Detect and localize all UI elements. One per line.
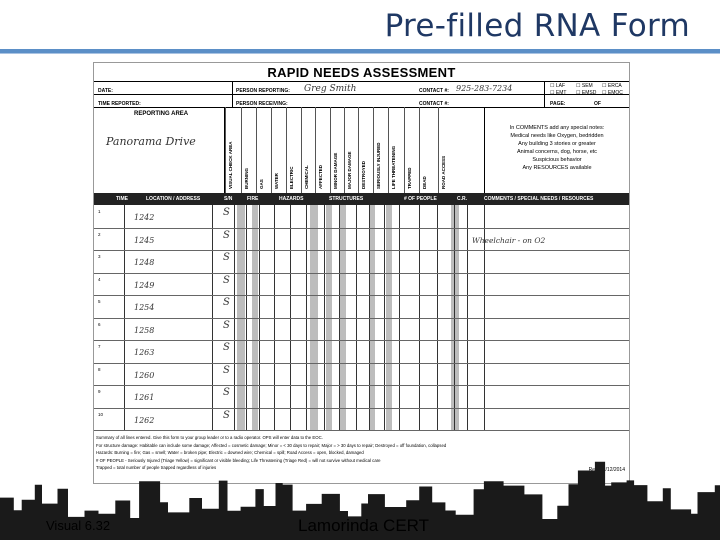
- row-comment[interactable]: Wheelchair - on O2: [472, 235, 546, 245]
- checkbox-emsd[interactable]: ☐ EMSD: [576, 90, 597, 96]
- vertical-header: MAJOR DAMAGE: [347, 151, 352, 189]
- divider: [330, 107, 331, 193]
- page-label: PAGE:: [550, 101, 566, 107]
- row-number: 1: [98, 209, 101, 214]
- footnote-line: For structure damage: Habitable can include some damage; Affected = cosmetic damage; Minor = < 30 days to repair; Major = > 30 days to repair; Destroyed = off foundation, collapsed: [96, 442, 447, 448]
- title-rule-thin: [0, 53, 720, 54]
- row-sn[interactable]: S: [223, 364, 230, 376]
- divider: [94, 94, 629, 95]
- note-line: Animal concerns, dog, horse, etc: [516, 149, 598, 155]
- divider: [344, 107, 345, 193]
- divider: [301, 107, 302, 193]
- grid-row-line: [94, 363, 629, 364]
- contact-label: CONTACT #:: [419, 88, 449, 94]
- rna-form: [93, 62, 630, 484]
- column-header: # OF PEOPLE: [404, 196, 437, 202]
- row-sn[interactable]: S: [223, 342, 230, 353]
- divider: [373, 107, 374, 193]
- divider: [484, 107, 485, 193]
- row-sn[interactable]: S: [223, 409, 230, 421]
- divider: [419, 107, 420, 193]
- divider: [388, 107, 389, 193]
- page-of-label: OF: [594, 101, 601, 107]
- vertical-header: GAS: [259, 179, 264, 189]
- contact2-label: CONTACT #:: [419, 101, 449, 107]
- row-address[interactable]: 1245: [134, 235, 155, 245]
- column-header: HAZARDS: [279, 196, 304, 202]
- row-address[interactable]: 1263: [134, 348, 155, 357]
- revision-label: Rev. 02/12/2014: [588, 467, 625, 473]
- divider: [544, 81, 545, 107]
- column-header: STRUCTURES: [329, 196, 364, 202]
- row-number: 8: [98, 366, 101, 372]
- vertical-header: VISUAL CHECK AREA: [228, 141, 233, 189]
- vertical-header: DESTROYED: [361, 160, 366, 189]
- reporting-area-label: REPORTING AREA: [134, 111, 189, 117]
- person-reporting-value[interactable]: Greg Smith: [304, 84, 357, 94]
- vertical-header: CHEMICAL: [304, 165, 309, 189]
- column-header: C.R.: [457, 196, 467, 202]
- column-header: COMMENTS / SPECIAL NEEDS / RESOURCES: [484, 196, 594, 202]
- grid-row-line: [94, 273, 629, 274]
- note-line: Any building 3 stories or greater: [518, 141, 596, 147]
- divider: [94, 107, 629, 108]
- row-sn[interactable]: S: [223, 207, 230, 218]
- row-sn[interactable]: S: [223, 387, 230, 398]
- vertical-header: WATER: [274, 173, 279, 189]
- grid-row-line: [94, 250, 629, 251]
- divider: [438, 107, 439, 193]
- divider: [315, 107, 316, 193]
- row-address[interactable]: 1242: [134, 213, 155, 222]
- footer-organization: Lamorinda CERT: [298, 516, 430, 535]
- footer-visual-number: Visual 6.32: [46, 518, 111, 533]
- checkbox-sem[interactable]: ☐ SEM: [576, 83, 593, 89]
- grid-row-line: [94, 430, 629, 431]
- reporting-area-value[interactable]: Panorama Drive: [106, 135, 196, 148]
- column-header: FIRE: [247, 196, 259, 202]
- row-address[interactable]: 1261: [134, 393, 155, 402]
- divider: [256, 107, 257, 193]
- divider: [358, 107, 359, 193]
- vertical-header: LIFE THREATENING: [391, 145, 396, 189]
- footnote-line: Trapped = total number of people trapped regardless of injuries: [96, 465, 217, 470]
- checkbox-emt[interactable]: ☐ EMT: [550, 90, 567, 96]
- vertical-header: DEAD: [422, 176, 427, 189]
- row-number: 6: [98, 321, 101, 327]
- row-number: 9: [98, 389, 101, 394]
- time-reported-label: TIME REPORTED:: [98, 101, 141, 107]
- row-address[interactable]: 1254: [134, 303, 155, 312]
- column-header: S/N: [224, 196, 233, 202]
- checkbox-emoc[interactable]: ☐ EMOC: [602, 90, 623, 96]
- row-number: 5: [98, 299, 101, 304]
- column-header: TIME: [116, 196, 128, 202]
- vertical-header: ELECTRIC: [289, 166, 294, 189]
- note-line: In COMMENTS add any special notes:: [509, 125, 605, 131]
- grid-row-line: [94, 295, 629, 296]
- divider: [232, 81, 233, 107]
- divider: [286, 107, 287, 193]
- grid-row-line: [94, 385, 629, 386]
- row-sn[interactable]: S: [223, 229, 230, 241]
- row-address[interactable]: 1260: [134, 370, 155, 380]
- date-label: DATE:: [98, 88, 113, 94]
- footnote-line: Hazards: Burning = fire; Gas = smell; Water = broken pipe; Electric = downed wire; Chemical = spill; Road Access = open, blocked, damaged: [96, 450, 364, 455]
- footnote-line: # OF PEOPLE - Seriously Injured (Triage Yellow) = significant or visible bleeding; Life Threatening (Triage Red) = will not survive without medical care: [96, 457, 381, 463]
- contact-value[interactable]: 925-283-7234: [456, 84, 513, 93]
- row-sn[interactable]: S: [223, 252, 230, 263]
- row-address[interactable]: 1258: [134, 325, 155, 335]
- row-address[interactable]: 1249: [134, 280, 155, 290]
- grid-row-line: [94, 408, 629, 409]
- vertical-header: TRAPPED: [407, 167, 412, 189]
- person-receiving-label: PERSON RECEIVING:: [236, 101, 288, 107]
- form-title: RAPID NEEDS ASSESSMENT: [267, 65, 456, 80]
- row-sn[interactable]: S: [223, 319, 230, 331]
- vertical-header: MINOR DAMAGE: [333, 152, 338, 189]
- row-sn[interactable]: S: [223, 274, 230, 286]
- row-number: 10: [98, 411, 104, 417]
- row-number: 7: [98, 344, 101, 349]
- divider: [94, 81, 629, 82]
- vertical-header: ROAD ACCESS: [441, 155, 446, 189]
- slide-title: Pre-filled RNA Form: [384, 8, 690, 44]
- grid-row-line: [94, 228, 629, 229]
- divider: [271, 107, 272, 193]
- row-sn[interactable]: S: [223, 297, 230, 308]
- column-header: LOCATION / ADDRESS: [146, 196, 201, 202]
- checkbox-laf[interactable]: ☐ LAF: [550, 83, 566, 89]
- divider: [225, 107, 226, 193]
- vertical-header: AFFECTED: [318, 165, 323, 189]
- note-line: Medical needs like Oxygen, bedridden: [510, 133, 604, 139]
- row-address[interactable]: 1262: [134, 415, 155, 425]
- grid-row-line: [94, 318, 629, 319]
- row-number: 2: [98, 231, 101, 237]
- note-line: Any RESOURCES available: [522, 165, 592, 171]
- grid-row-line: [94, 340, 629, 341]
- person-reporting-label: PERSON REPORTING:: [236, 88, 290, 94]
- vertical-header: SERIOUSLY INJURED: [376, 142, 381, 189]
- divider: [404, 107, 405, 193]
- checkbox-erca[interactable]: ☐ ERCA: [602, 83, 622, 89]
- row-address[interactable]: 1248: [134, 258, 155, 267]
- row-number: 4: [98, 276, 101, 282]
- row-number: 3: [98, 254, 101, 259]
- vertical-header: BURNING: [244, 168, 249, 189]
- footnote-line: Summary of all lines entered. Give this form to your group leader or to a radio operator. OPS will enter data to the EOC.: [96, 435, 323, 440]
- divider: [241, 107, 242, 193]
- note-line: Suspicious behavior: [532, 157, 582, 163]
